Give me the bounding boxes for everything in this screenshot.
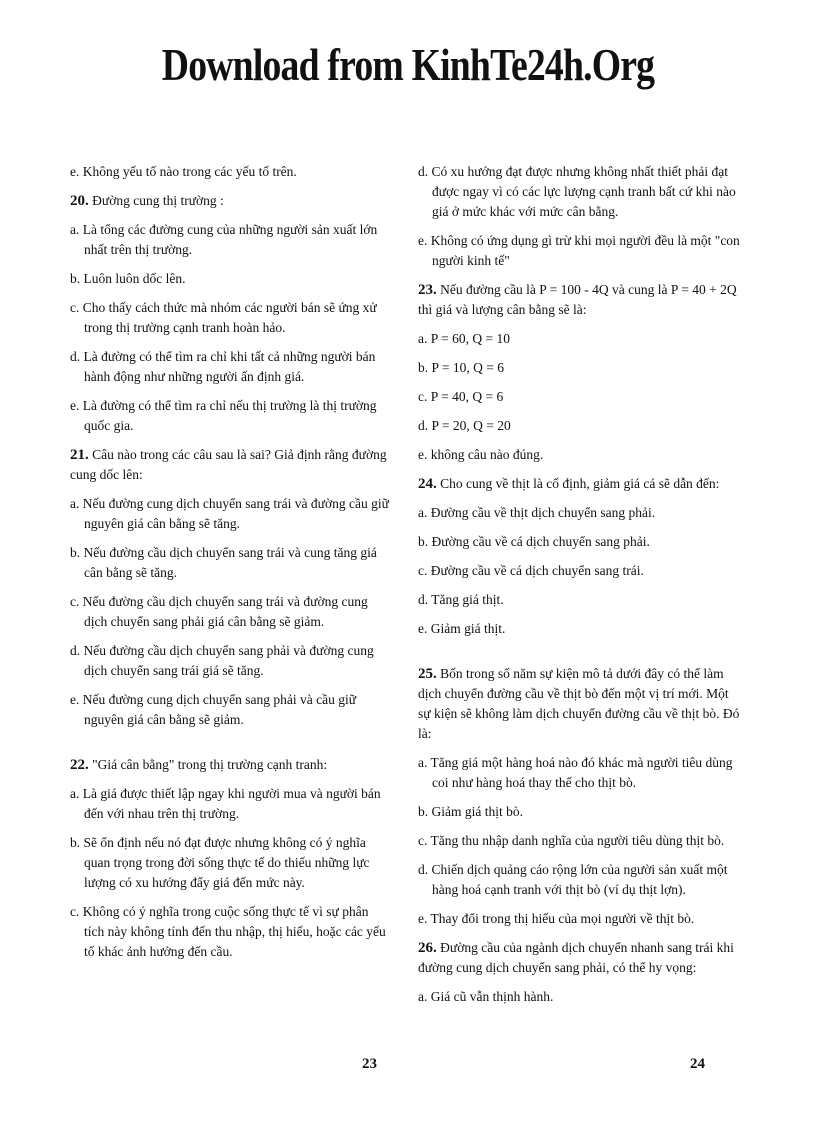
question-text: Bốn trong số năm sự kiện mô tả dưới đây có thể làm dịch chuyển đường cầu về thịt bò đến một vị trí mới. Một sự kiện sẽ không làm dịch chuyển đường cầu về thịt bò. Đó là:: [418, 666, 740, 741]
question-text: Cho cung về thịt là cố định, giảm giá cá sẽ dẫn đến:: [440, 476, 720, 491]
question-number: 24.: [418, 476, 437, 492]
option: d. Chiến dịch quảng cáo rộng lớn của người sản xuất một hàng hoá cạnh tranh với thịt bò (ví dụ thịt lợn).: [418, 862, 728, 897]
option: b. P = 10, Q = 6: [418, 360, 504, 375]
question-text: Câu nào trong các câu sau là sai? Giả định rằng đường cung dốc lên:: [70, 447, 387, 482]
option: c. P = 40, Q = 6: [418, 389, 504, 404]
option: c. Tăng thu nhập danh nghĩa của người tiêu dùng thịt bò.: [418, 833, 725, 848]
option: d. Tăng giá thịt.: [418, 592, 504, 607]
question-22: [70, 755, 392, 775]
right-column: [418, 162, 740, 1016]
question-number: 26.: [418, 940, 437, 956]
option: e. Là đường có thể tìm ra chỉ nếu thị trường là thị trường quốc gia.: [70, 398, 377, 433]
option: b. Giảm giá thịt bò.: [418, 804, 523, 819]
question-23: [418, 280, 740, 320]
option: c. Nếu đường cầu dịch chuyển sang trái và đường cung dịch chuyển sang phải giá cân bằng sẽ giảm.: [70, 594, 368, 629]
question-21: [70, 445, 392, 485]
option: c. Đường cầu về cá dịch chuyển sang trái.: [418, 563, 644, 578]
question-number: 21.: [70, 447, 89, 463]
question-25: [418, 664, 740, 744]
page-number-left: 23: [362, 1056, 377, 1072]
option: b. Luôn luôn dốc lên.: [70, 271, 186, 286]
option: a. Là tổng các đường cung của những người sản xuất lớn nhất trên thị trường.: [70, 222, 378, 257]
option: c. Cho thấy cách thức mà nhóm các người bán sẽ ứng xử trong thị trường cạnh tranh hoàn hảo.: [70, 300, 377, 335]
question-text: Đường cung thị trường :: [92, 193, 224, 208]
question-20: [70, 191, 392, 211]
question-number: 20.: [70, 193, 89, 209]
option: e. Nếu đường cung dịch chuyển sang phải và cầu giữ nguyên giá cân bằng sẽ giảm.: [70, 692, 357, 727]
question-number: 22.: [70, 757, 89, 773]
option-e-prev: e. Không yếu tố nào trong các yếu tố trên.: [70, 164, 297, 179]
page-header-title: Download from KinhTe24h.Org: [161, 39, 655, 90]
question-text: Nếu đường cầu là P = 100 - 4Q và cung là P = 40 + 2Q thì giá và lượng cân bằng sẽ là:: [418, 282, 737, 317]
page-number-right: 24: [690, 1056, 705, 1072]
question-number: 23.: [418, 282, 437, 298]
option: b. Sẽ ổn định nếu nó đạt được nhưng không có ý nghĩa quan trọng trong đời sống thực tế do thiếu những lực lượng có xu hướng đẩy giá đến mức này.: [70, 835, 370, 890]
option: d. Là đường có thể tìm ra chỉ khi tất cả những người bán hành động như những người ấn định giá.: [70, 349, 376, 384]
option: a. Nếu đường cung dịch chuyển sang trái và đường cầu giữ nguyên giá cân bằng sẽ tăng.: [70, 496, 389, 531]
option: d. Nếu đường cầu dịch chuyển sang phải và đường cung dịch chuyển sang trái giá sẽ tăng.: [70, 643, 374, 678]
option: a. Là giá được thiết lập ngay khi người mua và người bán đến với nhau trên thị trường.: [70, 786, 381, 821]
question-text: Đường cầu của ngành dịch chuyển nhanh sang trái khi đường cung dịch chuyển sang phải, có thể hy vọng:: [418, 940, 734, 975]
option: e. Giảm giá thịt.: [418, 621, 506, 636]
question-24: [418, 474, 740, 494]
option: b. Đường cầu về cá dịch chuyển sang phải.: [418, 534, 650, 549]
option: b. Nếu đường cầu dịch chuyển sang trái và cung tăng giá cân bằng sẽ tăng.: [70, 545, 377, 580]
option: a. P = 60, Q = 10: [418, 331, 510, 346]
option-d-prev: d. Có xu hướng đạt được nhưng không nhất thiết phải đạt được ngay vì có các lực lượng cạnh tranh bất cứ khi nào giá ở mức khác với mức cân bằng.: [418, 164, 736, 219]
option: e. không câu nào đúng.: [418, 447, 544, 462]
option: e. Thay đổi trong thị hiếu của mọi người về thịt bò.: [418, 911, 695, 926]
option: a. Tăng giá một hàng hoá nào đó khác mà người tiêu dùng coi như hàng hoá thay thế cho thịt bò.: [418, 755, 733, 790]
option-e-prev: e. Không có ứng dụng gì trừ khi mọi người đều là một "con người kinh tế": [418, 233, 740, 268]
option: a. Giá cũ vẫn thịnh hành.: [418, 989, 554, 1004]
option: c. Không có ý nghĩa trong cuộc sống thực tế vì sự phân tích này không tính đến thu nhập, thị hiếu, hoặc các yếu tố khác ảnh hưởng đến cầu.: [70, 904, 386, 959]
question-text: "Giá cân bằng" trong thị trường cạnh tranh:: [92, 757, 328, 772]
option: d. P = 20, Q = 20: [418, 418, 511, 433]
question-number: 25.: [418, 666, 437, 682]
option: a. Đường cầu về thịt dịch chuyển sang phải.: [418, 505, 656, 520]
left-column: [70, 162, 392, 971]
question-26: [418, 938, 740, 978]
